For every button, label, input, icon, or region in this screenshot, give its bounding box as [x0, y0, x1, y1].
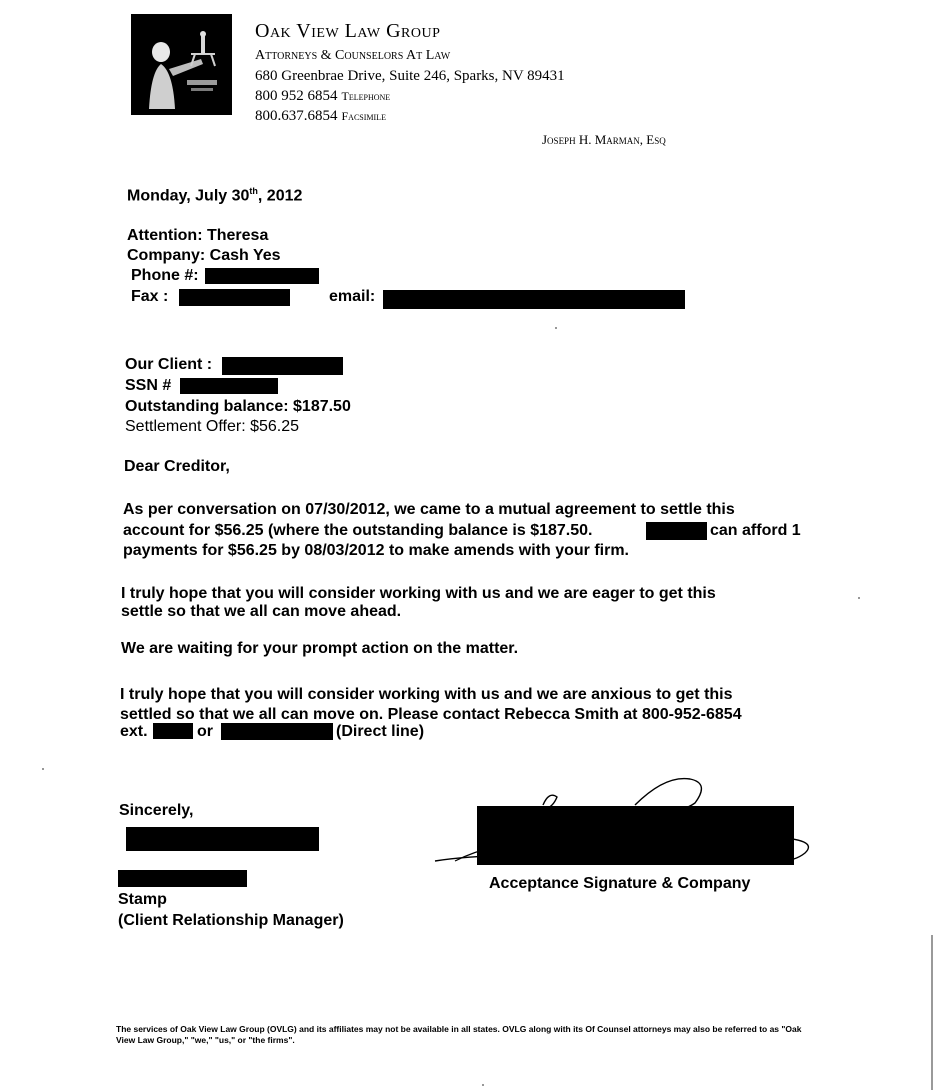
attention-line: Attention: Theresa [127, 227, 269, 244]
acceptance-label: Acceptance Signature & Company [489, 875, 751, 892]
redaction-client-name [646, 522, 707, 540]
redaction-extension [153, 723, 193, 739]
firm-phone-line [255, 88, 390, 105]
redaction-signer [126, 827, 319, 851]
lady-justice-icon [131, 14, 232, 115]
role-label: (Client Relationship Manager) [118, 912, 344, 929]
attorney-name: Joseph H. Marman, Esq [542, 132, 666, 147]
paragraph-line: settled so that we all can move on. Please contact Rebecca Smith at 800-952-6854 [120, 706, 742, 723]
redaction-signature [477, 806, 794, 865]
paragraph-line-end: can afford 1 [710, 522, 801, 539]
firm-fax-label: Facsimile [341, 109, 386, 123]
scan-edge-line [931, 935, 933, 1090]
date-ordinal: th [249, 186, 258, 196]
paragraph-line: settle so that we all can move ahead. [121, 603, 402, 620]
redaction-phone [205, 268, 319, 284]
email-label: email: [329, 288, 376, 305]
letter-date [127, 186, 302, 205]
scan-speck [482, 1084, 484, 1086]
paragraph-line: I truly hope that you will consider working with us and we are eager to get this [121, 585, 716, 602]
scan-speck [555, 327, 557, 329]
ssn-label: SSN # [125, 377, 172, 394]
firm-name: Oak View Law Group [255, 20, 441, 42]
stamp-label: Stamp [118, 891, 167, 908]
or-label: or [197, 723, 213, 740]
phone-label: Phone #: [131, 267, 199, 284]
firm-phone: 800 952 6854 [255, 88, 338, 104]
firm-logo [131, 14, 232, 115]
firm-fax-line [255, 108, 386, 125]
company-line: Company: Cash Yes [127, 247, 281, 264]
paragraph-waiting: We are waiting for your prompt action on the matter. [121, 640, 519, 657]
fax-label: Fax : [131, 288, 169, 305]
paragraph-line: payments for $56.25 by 08/03/2012 to make amends with your firm. [123, 542, 629, 559]
redaction-direct-line [221, 723, 333, 740]
redaction-client [222, 357, 343, 375]
firm-fax: 800.637.6854 [255, 108, 338, 124]
paragraph-line: As per conversation on 07/30/2012, we came to a mutual agreement to settle this [123, 501, 735, 518]
client-label: Our Client : [125, 356, 213, 373]
date-suffix: , 2012 [257, 187, 303, 205]
direct-line-label: (Direct line) [336, 723, 425, 740]
scan-speck [42, 768, 44, 770]
redaction-fax [179, 289, 290, 306]
paragraph-line: account for $56.25 (where the outstanding balance is $187.50. [123, 522, 593, 539]
date-prefix: Monday, July 30 [127, 187, 250, 205]
redaction-ssn [180, 378, 278, 394]
firm-phone-label: Telephone [341, 89, 391, 103]
scan-speck [858, 597, 860, 599]
redaction-name [118, 870, 247, 887]
redaction-email [383, 290, 685, 309]
closing: Sincerely, [119, 802, 194, 819]
firm-subtitle: Attorneys & Counselors At Law [255, 48, 451, 63]
firm-address: 680 Greenbrae Drive, Suite 246, Sparks, NV 89431 [255, 68, 565, 84]
footer-disclaimer: The services of Oak View Law Group (OVLG) and its affiliates may not be available in all states. OVLG along with its Of Counsel attorneys may also be referred to as "Oak View Law Group," "we," "us," or "the firms". [116, 1024, 802, 1045]
outstanding-balance: Outstanding balance: $187.50 [125, 398, 351, 415]
paragraph-line: I truly hope that you will consider working with us and we are anxious to get this [120, 686, 733, 703]
salutation: Dear Creditor, [124, 458, 230, 475]
ext-label: ext. [120, 723, 148, 740]
settlement-offer: Settlement Offer: $56.25 [125, 418, 300, 435]
